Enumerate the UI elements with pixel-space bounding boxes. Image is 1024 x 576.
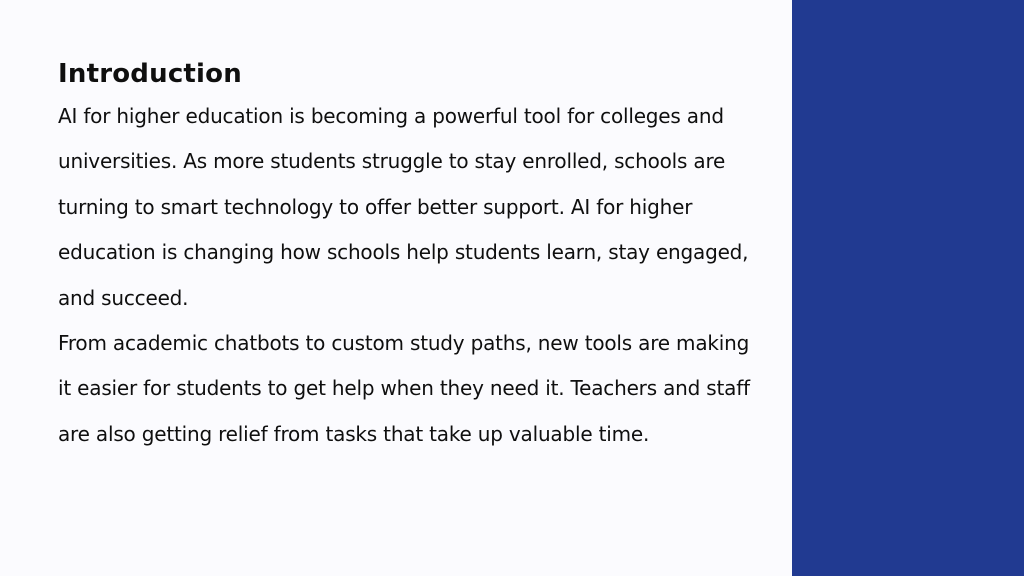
intro-paragraph-1: AI for higher education is becoming a powerful tool for colleges and universities. As more students struggle to stay enrolled, schools are turning to smart technology to offer better support. AI for higher education is changing how schools help students learn, stay engaged, and succeed. bbox=[58, 104, 749, 310]
intro-paragraph-2: From academic chatbots to custom study paths, new tools are making it easier for students to get help when they need it. Teachers and staff are also getting relief from tasks that take up valuable time. bbox=[58, 331, 750, 446]
content-area bbox=[58, 56, 758, 457]
slide-heading: Introduction bbox=[58, 59, 242, 89]
accent-panel bbox=[792, 0, 1024, 576]
